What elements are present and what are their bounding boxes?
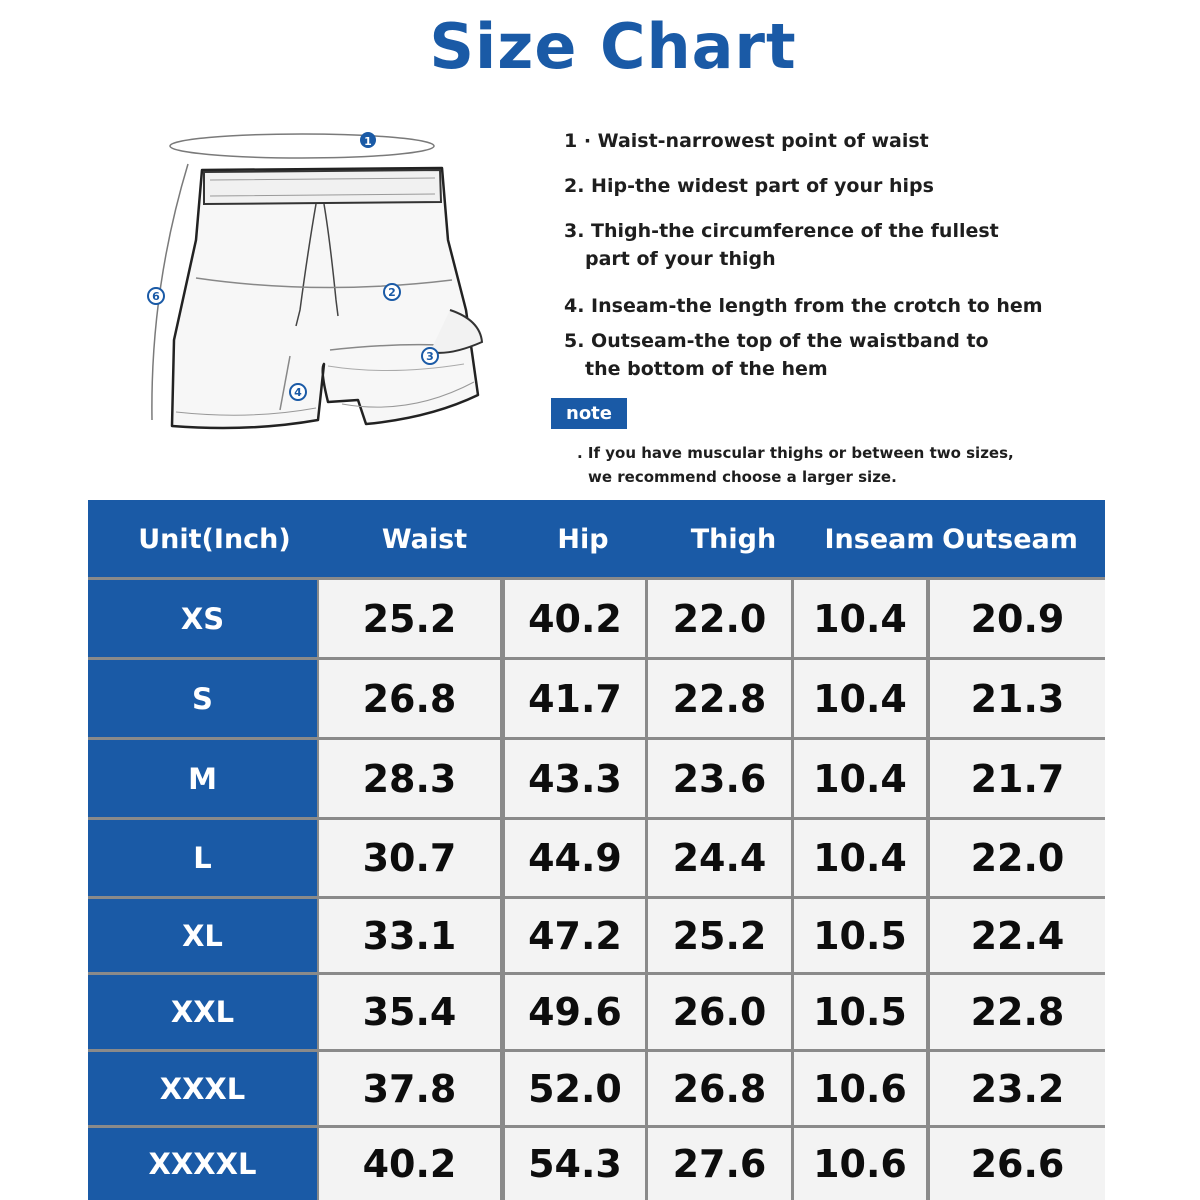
- measurement-cell: 10.4: [794, 660, 926, 737]
- measurement-cell: 30.7: [319, 820, 500, 896]
- size-label-cell: XXL: [88, 975, 317, 1049]
- measurement-cell: 22.4: [930, 899, 1105, 972]
- measurement-cell: 22.8: [648, 660, 791, 737]
- svg-text:1: 1: [364, 135, 372, 148]
- measurement-cell: 35.4: [319, 975, 500, 1049]
- waistband: [204, 170, 441, 204]
- measurement-cell: 22.0: [648, 580, 791, 657]
- measurement-cell: 26.0: [648, 975, 791, 1049]
- shorts-measurement-diagram: [130, 120, 510, 450]
- note-text: . If you have muscular thighs or between two sizes, we recommend choose a larger size.: [577, 444, 1014, 486]
- header-waist: Waist: [381, 524, 468, 555]
- marker-1-icon: [360, 132, 376, 148]
- size-label-cell: S: [88, 660, 317, 737]
- size-label-cell: L: [88, 820, 317, 896]
- svg-text:6: 6: [152, 290, 160, 303]
- measurement-cell: 40.2: [319, 1128, 500, 1200]
- measurement-cell: 10.4: [794, 820, 926, 896]
- table-row: [88, 740, 1105, 817]
- table-row: [88, 899, 1105, 972]
- marker-3-icon: [422, 348, 438, 364]
- legend-hip: 2. Hip-the widest part of your hips: [564, 175, 934, 197]
- measurement-cell: 26.8: [648, 1052, 791, 1125]
- measurement-cell: 26.6: [930, 1128, 1105, 1200]
- legend-outseam: 5. Outseam-the top of the waistband to the bottom of the hem: [564, 330, 989, 380]
- table-row: [88, 1128, 1105, 1200]
- header-outseam: Outseam: [942, 524, 1078, 555]
- size-label-cell: XXXL: [88, 1052, 317, 1125]
- measurement-cell: 54.3: [505, 1128, 645, 1200]
- measurement-cell: 10.5: [794, 975, 926, 1049]
- measurement-cell: 43.3: [505, 740, 645, 817]
- measurement-cell: 40.2: [505, 580, 645, 657]
- size-label-cell: XXXXL: [88, 1128, 317, 1200]
- measurement-cell: 47.2: [505, 899, 645, 972]
- measurement-cell: 20.9: [930, 580, 1105, 657]
- table-row: [88, 1052, 1105, 1125]
- measurement-cell: 27.6: [648, 1128, 791, 1200]
- measurement-cell: 26.8: [319, 660, 500, 737]
- measurement-cell: 52.0: [505, 1052, 645, 1125]
- measurement-cell: 33.1: [319, 899, 500, 972]
- size-label-cell: XL: [88, 899, 317, 972]
- header-hip: Hip: [557, 524, 609, 555]
- svg-text:2: 2: [388, 286, 396, 299]
- size-label-cell: XS: [88, 580, 317, 657]
- measurement-cell: 10.6: [794, 1128, 926, 1200]
- measurement-cell: 10.5: [794, 899, 926, 972]
- measurement-cell: 23.2: [930, 1052, 1105, 1125]
- legend-thigh: 3. Thigh-the circumference of the fullest part of your thigh: [564, 220, 999, 270]
- table-header-row: [88, 500, 1105, 577]
- table-row: [88, 975, 1105, 1049]
- table-row: [88, 660, 1105, 737]
- measurement-cell: 37.8: [319, 1052, 500, 1125]
- page-title: Size Chart: [429, 10, 797, 83]
- marker-4-icon: [290, 384, 306, 400]
- measurement-cell: 21.3: [930, 660, 1105, 737]
- measurement-cell: 28.3: [319, 740, 500, 817]
- measurement-cell: 21.7: [930, 740, 1105, 817]
- measurement-cell: 10.4: [794, 740, 926, 817]
- header-thigh: Thigh: [690, 524, 777, 555]
- measurement-cell: 25.2: [319, 580, 500, 657]
- header-unit: Unit(Inch): [138, 524, 291, 555]
- measurement-cell: 49.6: [505, 975, 645, 1049]
- marker-6-icon: [148, 288, 164, 304]
- measurement-cell: 24.4: [648, 820, 791, 896]
- table-row: [88, 580, 1105, 657]
- measurement-cell: 22.8: [930, 975, 1105, 1049]
- measurement-cell: 25.2: [648, 899, 791, 972]
- measurement-cell: 10.6: [794, 1052, 926, 1125]
- size-label-cell: M: [88, 740, 317, 817]
- measurement-cell: 23.6: [648, 740, 791, 817]
- svg-text:3: 3: [426, 350, 434, 363]
- marker-2-icon: [384, 284, 400, 300]
- legend-waist: 1 · Waist-narrowest point of waist: [564, 130, 929, 152]
- note-badge: note: [551, 398, 627, 429]
- measurement-cell: 41.7: [505, 660, 645, 737]
- size-table: [88, 500, 1105, 1200]
- header-inseam: Inseam: [824, 524, 935, 555]
- waist-guide-ellipse: [170, 134, 434, 158]
- measurement-cell: 22.0: [930, 820, 1105, 896]
- table-row: [88, 820, 1105, 896]
- legend-inseam: 4. Inseam-the length from the crotch to hem: [564, 295, 1043, 317]
- measurement-cell: 44.9: [505, 820, 645, 896]
- svg-text:4: 4: [294, 386, 302, 399]
- measurement-cell: 10.4: [794, 580, 926, 657]
